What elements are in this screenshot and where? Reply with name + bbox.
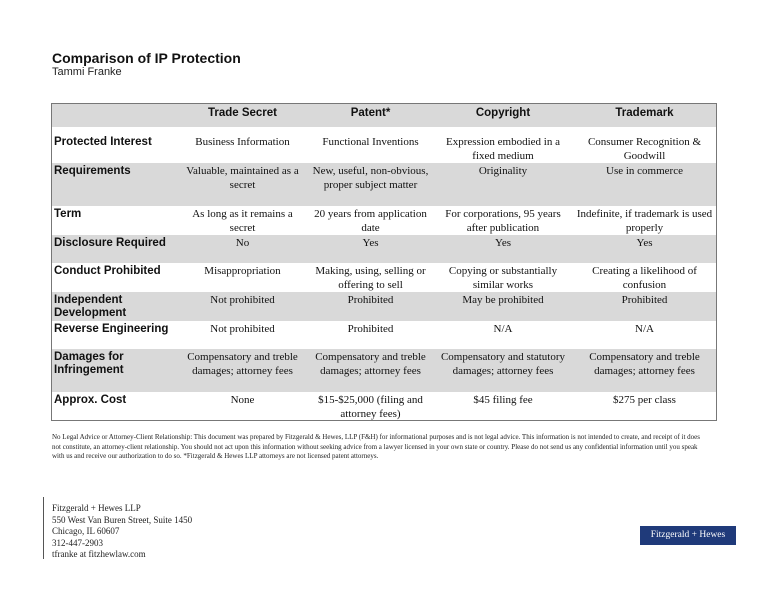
table-cell: Prohibited bbox=[621, 294, 668, 306]
table-row bbox=[52, 392, 716, 421]
table-cell: Compensatory and treble damages; attorney fees bbox=[315, 351, 426, 377]
table-cell: Yes bbox=[636, 237, 653, 249]
legal-disclaimer: No Legal Advice or Attorney-Client Relationship: This document was prepared by Fitzgerald & Hewes, LLP (F&H) for informational purposes and is not legal advice. This information is not intended to create, and receipt of it does not constitute, an attorney-client relationship. You should not act upon this information without seeking advice from a lawyer licensed in your own state or country. Please do not send us any confidential information until you speak with us and receive our authorization to do so. *Fitzgerald & Hewes LLP attorneys are not licensed patent attorneys. bbox=[52, 433, 700, 460]
row-label: Requirements bbox=[54, 165, 131, 177]
table-cell: None bbox=[230, 394, 255, 406]
page-title: Comparison of IP Protection bbox=[52, 50, 241, 66]
table-cell: No bbox=[235, 237, 250, 249]
address-line: Fitzgerald + Hewes LLP bbox=[52, 503, 141, 513]
footer-divider bbox=[43, 497, 44, 559]
table-cell: Making, using, selling or offering to sell bbox=[315, 265, 426, 291]
address-line: 312-447-2903 bbox=[52, 537, 103, 548]
table-cell: Prohibited bbox=[347, 323, 394, 335]
table-row bbox=[52, 321, 716, 349]
table-row bbox=[52, 206, 716, 235]
table-header-row bbox=[52, 104, 716, 127]
table-cell: Consumer Recognition & Goodwill bbox=[587, 136, 702, 162]
table-cell: Business Information bbox=[195, 136, 290, 148]
table-cell: Misappropriation bbox=[204, 265, 281, 277]
table-cell: Valuable, maintained as a secret bbox=[186, 165, 299, 191]
author-name: Tammi Franke bbox=[52, 66, 122, 78]
row-label: Reverse Engineering bbox=[54, 323, 169, 335]
table-row bbox=[52, 235, 716, 263]
address-line: 550 West Van Buren Street, Suite 1450 bbox=[52, 514, 193, 525]
table-row bbox=[52, 292, 716, 321]
table-cell: Use in commerce bbox=[606, 165, 683, 177]
table-cell: Creating a likelihood of confusion bbox=[592, 265, 697, 291]
row-label: Independent Development bbox=[54, 294, 127, 319]
row-label: Protected Interest bbox=[54, 136, 152, 148]
table-row bbox=[52, 263, 716, 292]
row-label: Damages for Infringement bbox=[54, 351, 124, 376]
table-cell: Expression embodied in a fixed medium bbox=[446, 136, 560, 162]
column-header-trademark: Trademark bbox=[615, 107, 674, 119]
table-cell: Compensatory and statutory damages; attorney fees bbox=[440, 351, 566, 377]
table-row bbox=[52, 349, 716, 392]
table-cell: Originality bbox=[478, 165, 528, 177]
address-line: tfranke at fitzhewlaw.com bbox=[52, 549, 146, 559]
table-row bbox=[52, 134, 716, 164]
firm-address bbox=[52, 503, 192, 561]
row-label: Disclosure Required bbox=[54, 237, 166, 249]
table-cell: Compensatory and treble damages; attorney fees bbox=[589, 351, 700, 377]
column-header-patent: Patent* bbox=[350, 107, 391, 119]
header-corner bbox=[52, 104, 177, 127]
column-header-trade-secret: Trade Secret bbox=[207, 107, 278, 119]
column-header-copyright: Copyright bbox=[475, 107, 531, 119]
comparison-table bbox=[51, 103, 717, 421]
table-cell: May be prohibited bbox=[462, 294, 544, 306]
firm-logo: Fitzgerald + Hewes bbox=[640, 526, 736, 545]
table-row bbox=[52, 163, 716, 206]
table-cell: Copying or substantially similar works bbox=[448, 265, 558, 291]
address-line: Chicago, IL 60607 bbox=[52, 526, 120, 536]
table-cell: Not prohibited bbox=[210, 294, 275, 306]
table-cell: Compensatory and treble damages; attorney fees bbox=[187, 351, 298, 377]
row-label: Term bbox=[54, 208, 82, 220]
table-cell: Yes bbox=[362, 237, 379, 249]
table-cell: New, useful, non-obvious, proper subject matter bbox=[312, 165, 429, 191]
table-cell: N/A bbox=[493, 323, 513, 335]
table-cell: For corporations, 95 years after publication bbox=[445, 208, 561, 234]
table-cell: Functional Inventions bbox=[322, 136, 419, 148]
table-cell: Prohibited bbox=[347, 294, 394, 306]
row-label: Conduct Prohibited bbox=[54, 265, 161, 277]
table-cell: Not prohibited bbox=[210, 323, 275, 335]
table-cell: Yes bbox=[494, 237, 511, 249]
table-cell: As long as it remains a secret bbox=[192, 208, 293, 234]
table-cell: Indefinite, if trademark is used properly bbox=[576, 208, 713, 234]
row-label: Approx. Cost bbox=[54, 394, 127, 406]
table-cell: $45 filing fee bbox=[473, 394, 533, 406]
table-cell: $275 per class bbox=[613, 394, 676, 406]
table-cell: N/A bbox=[635, 323, 654, 335]
table-cell: $15-$25,000 (filing and attorney fees) bbox=[318, 394, 423, 420]
table-cell: 20 years from application date bbox=[314, 208, 427, 234]
